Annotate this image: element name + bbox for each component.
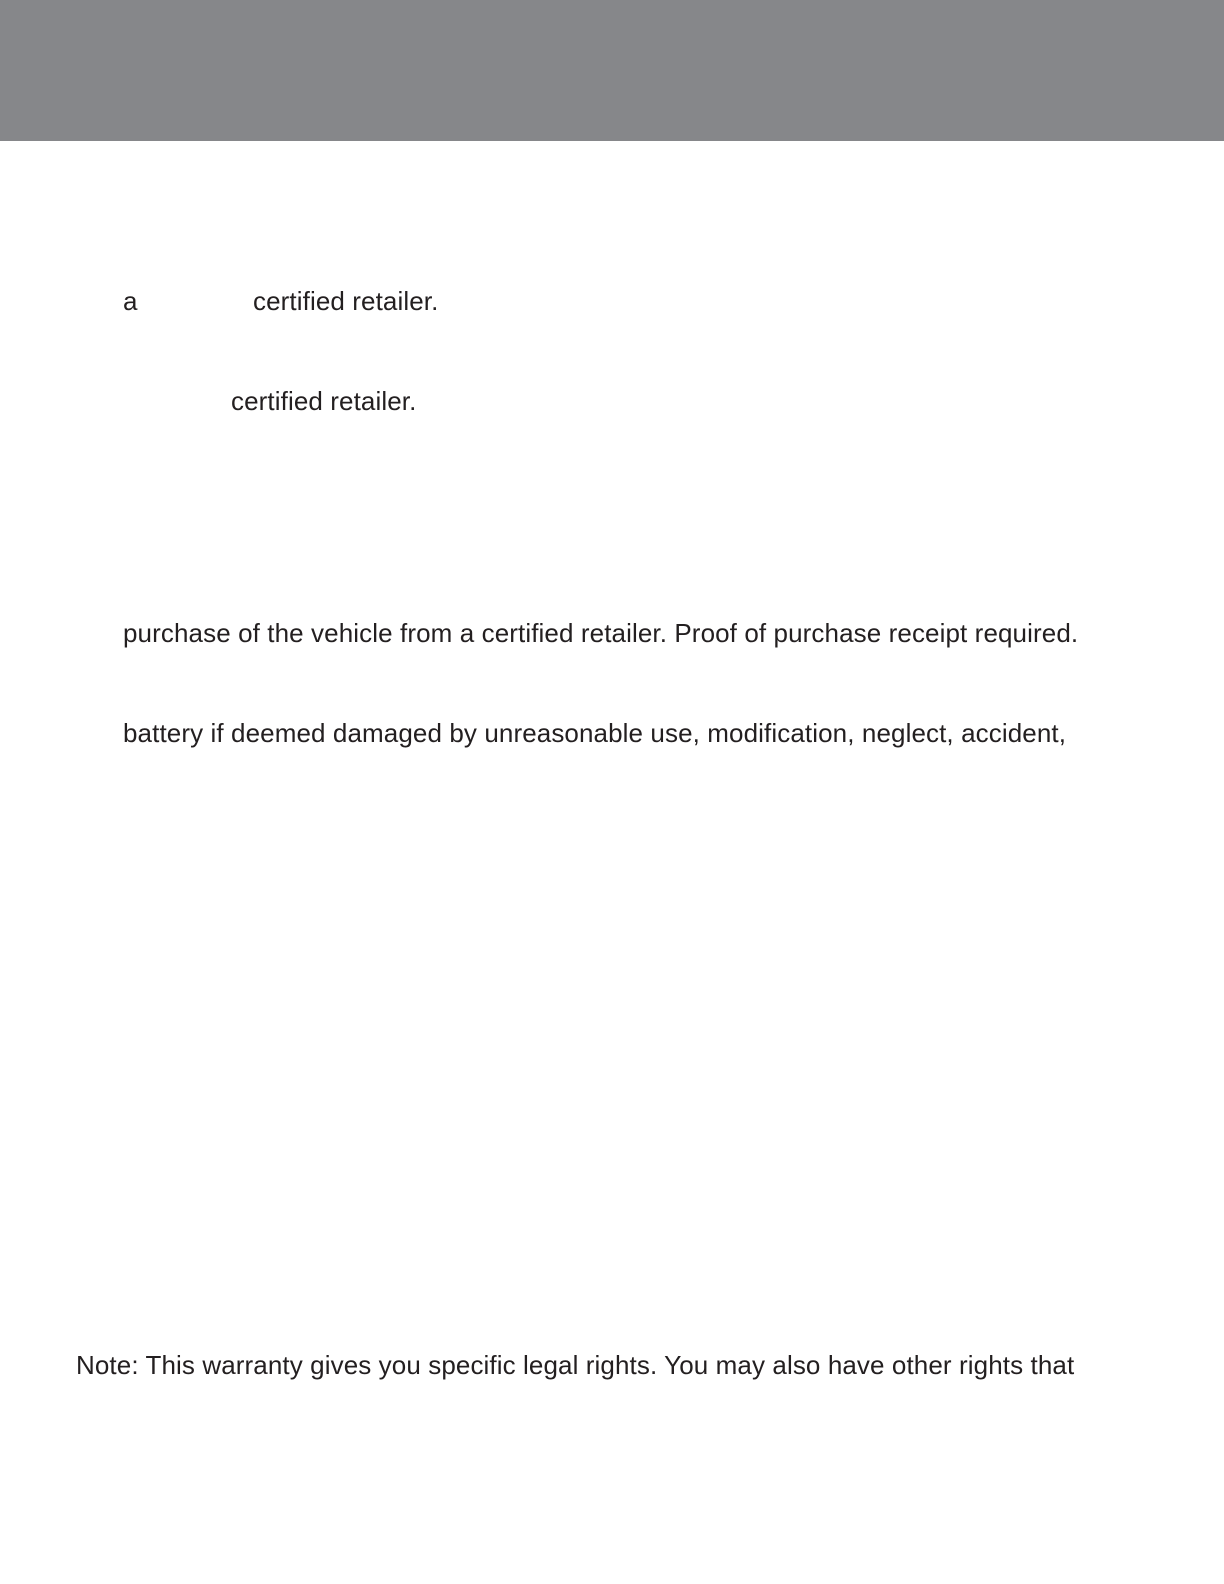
line-2-text: certified retailer. — [231, 386, 417, 416]
line-1-text: certified retailer. — [253, 286, 439, 316]
line-3-text: purchase of the vehicle from a certified retailer. Proof of purchase receipt required. — [123, 618, 1079, 648]
warranty-note: Note: This warranty gives you specific legal rights. You may also have other rights that — [76, 1350, 1075, 1380]
line-4-text: battery if deemed damaged by unreasonable use, modification, neglect, accident, — [123, 718, 1067, 748]
line-1-prefix: a — [123, 286, 138, 316]
header-band — [0, 0, 1224, 141]
